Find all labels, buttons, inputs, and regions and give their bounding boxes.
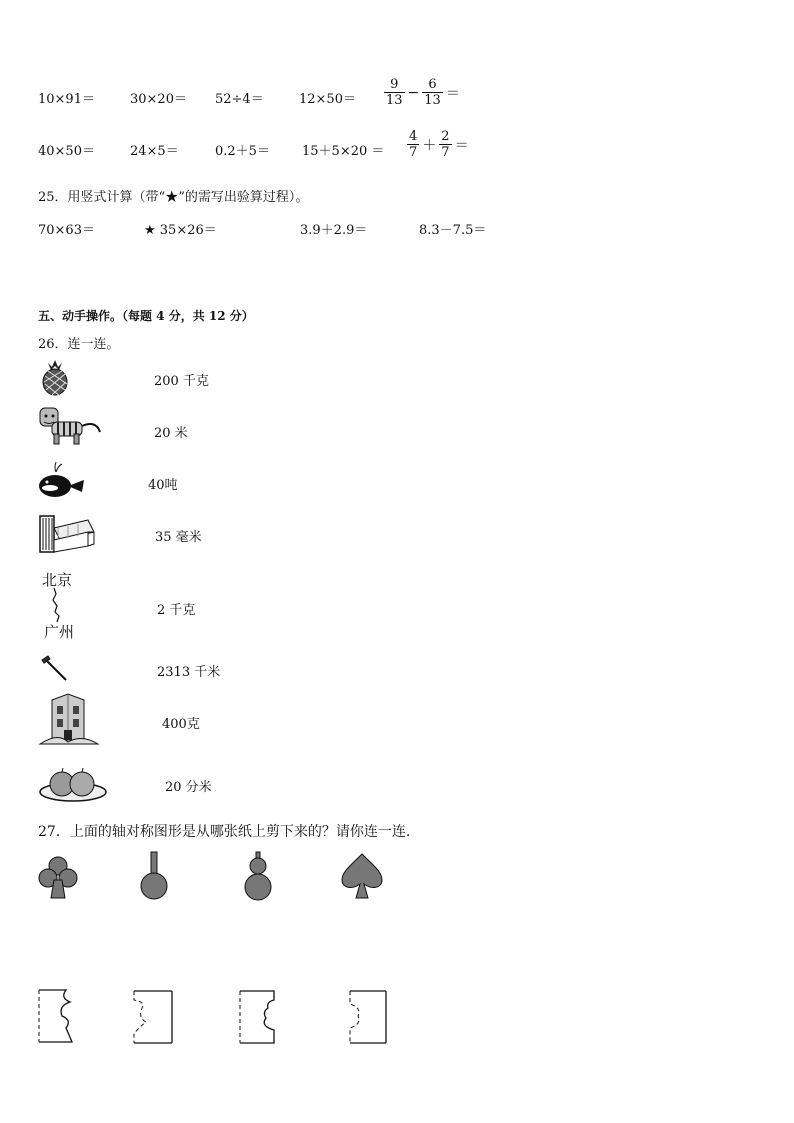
fraction-a: $\frac{9}{13}$ xyxy=(386,77,403,108)
whale-icon xyxy=(38,462,86,498)
fraction-b: $\frac{2}{7}$ xyxy=(441,129,450,160)
q25-item-1: 70×63＝ xyxy=(38,223,95,238)
fraction-b: $\frac{6}{13}$ xyxy=(424,77,441,108)
calc-1-2: 30×20＝ xyxy=(130,92,187,107)
operator: − xyxy=(407,84,420,101)
section-5-title: 五、动手操作。（每题 4 分，共 12 分） xyxy=(38,309,254,323)
fraction-expression-1 xyxy=(384,77,460,108)
spade-shape-icon xyxy=(340,852,384,900)
calc-1-3: 52÷4＝ xyxy=(215,92,264,107)
q25-item-3: 3.9＋2.9＝ xyxy=(300,223,368,238)
equals: ＝ xyxy=(445,85,460,102)
q25-item-4: 8.3－7.5＝ xyxy=(419,223,487,238)
bed-icon xyxy=(38,510,96,554)
calc-1-1: 10×91＝ xyxy=(38,92,95,107)
q26-title: 26．连一连。 xyxy=(38,337,120,352)
equals: ＝ xyxy=(454,137,469,154)
calc-2-1: 40×50＝ xyxy=(38,144,95,159)
folded-paper-3 xyxy=(238,990,280,1044)
apple-plate-icon xyxy=(38,764,108,804)
q26-label-4: 35 毫米 xyxy=(155,530,202,545)
q27-title: 27．上面的轴对称图形是从哪张纸上剪下来的？请你连一连. xyxy=(38,824,411,840)
q26-label-6: 2313 千米 xyxy=(157,665,221,680)
fraction-a: $\frac{4}{7}$ xyxy=(409,129,418,160)
fraction-expression-2 xyxy=(407,129,469,160)
calc-2-3: 0.2＋5＝ xyxy=(215,144,270,159)
q26-label-3: 40吨 xyxy=(148,478,178,493)
folded-paper-4 xyxy=(346,990,388,1044)
q25-title: 25．用竖式计算（带“★”的需写出验算过程）。 xyxy=(38,190,309,205)
map-label-top: 北京 xyxy=(42,571,73,589)
map-route-icon xyxy=(44,588,74,622)
q26-label-5: 2 千克 xyxy=(157,603,196,618)
calc-1-4: 12×50＝ xyxy=(299,92,356,107)
q26-label-8: 20 分米 xyxy=(165,780,212,795)
nail-icon xyxy=(40,654,68,682)
q25-item-2: ★ 35×26＝ xyxy=(144,223,217,238)
calc-2-4: 15＋5×20 ＝ xyxy=(302,144,385,159)
q26-label-2: 20 米 xyxy=(154,426,188,441)
map-label-bottom: 广州 xyxy=(44,623,75,641)
tiger-icon xyxy=(38,406,102,446)
operator: ＋ xyxy=(422,137,437,154)
q26-label-7: 400克 xyxy=(162,717,200,732)
club-shape-icon xyxy=(38,856,78,900)
building-icon xyxy=(38,692,100,746)
folded-paper-1 xyxy=(38,988,74,1044)
folded-paper-2 xyxy=(132,990,174,1044)
calc-2-2: 24×5＝ xyxy=(130,144,179,159)
gourd-shape-icon xyxy=(243,852,273,902)
q26-label-1: 200 千克 xyxy=(154,374,209,389)
pineapple-icon xyxy=(38,360,72,396)
ball-stick-shape-icon xyxy=(140,852,168,902)
